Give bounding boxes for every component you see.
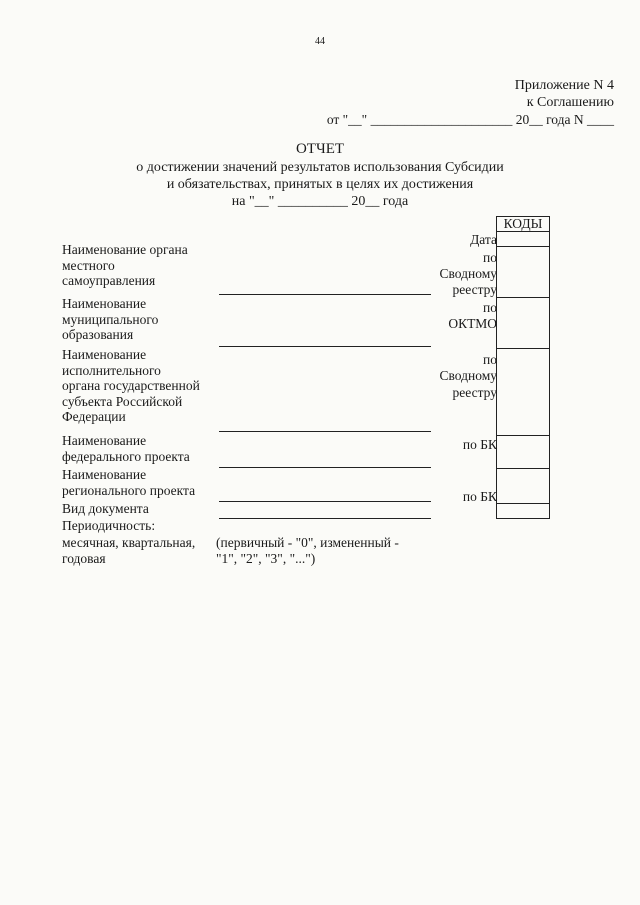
annex-number: Приложение N 4 (514, 78, 614, 93)
municipal-line[interactable] (219, 346, 431, 347)
field-doc-type-label: Вид документа (62, 501, 149, 516)
field-org-name-label: Наименование органа местного самоуправления (62, 242, 188, 288)
code-cell-svodny-reestr-1[interactable] (497, 247, 550, 298)
code-cell-bk-2[interactable] (497, 469, 550, 504)
label-reestru-2: реестру (452, 385, 497, 400)
label-date: Дата (470, 232, 497, 247)
code-cell-svodny-reestr-2[interactable] (497, 349, 550, 436)
field-federal-project-label: Наименование федерального проекта (62, 433, 190, 464)
federal-project-line[interactable] (219, 467, 431, 468)
label-reestru-1: реестру (452, 282, 497, 297)
code-cell-oktmo[interactable] (497, 298, 550, 349)
report-subtitle-1: о достижении значений результатов использования Субсидии (136, 160, 504, 175)
label-po-2: по (483, 300, 497, 315)
org-name-line[interactable] (219, 294, 431, 295)
field-periodicity-label: Периодичность: (62, 518, 156, 533)
label-po-3: по (483, 352, 497, 367)
field-municipal-label: Наименование муниципального образования (62, 296, 159, 342)
code-cell-date[interactable] (497, 232, 550, 247)
annex-agreement: к Соглашению (526, 95, 614, 110)
annex-date-line: от "__" _____________________ 20__ года N ____ (326, 112, 614, 127)
label-oktmo: ОКТМО (448, 316, 497, 331)
label-bk-2: по БК (462, 489, 497, 504)
report-title: ОТЧЕТ (295, 141, 345, 157)
page-number: 44 (315, 36, 325, 47)
report-date-line: на "__" __________ 20__ года (231, 194, 409, 209)
label-po-1: по (483, 250, 497, 265)
codes-header: КОДЫ (497, 217, 550, 232)
label-svodnomu-1: Сводному (439, 266, 497, 281)
executive-line[interactable] (219, 431, 431, 432)
label-svodnomu-2: Сводному (439, 368, 497, 383)
doc-type-line[interactable] (219, 518, 431, 519)
code-cell-bk-1[interactable] (497, 436, 550, 469)
codes-table (496, 216, 550, 519)
field-regional-project-label: Наименование регионального проекта (62, 467, 196, 498)
report-subtitle-2: и обязательствах, принятых в целях их достижения (166, 177, 474, 192)
periodicity-values: месячная, квартальная, годовая (62, 535, 196, 566)
regional-project-line[interactable] (219, 501, 431, 502)
code-cell-doc-type[interactable] (497, 504, 550, 519)
label-bk-1: по БК (462, 437, 497, 452)
field-executive-label: Наименование исполнительного органа государственной субъекта Российской Федерации (62, 347, 200, 424)
doc-type-note: (первичный - "0", измененный - "1", "2", "3", "...") (216, 535, 399, 566)
